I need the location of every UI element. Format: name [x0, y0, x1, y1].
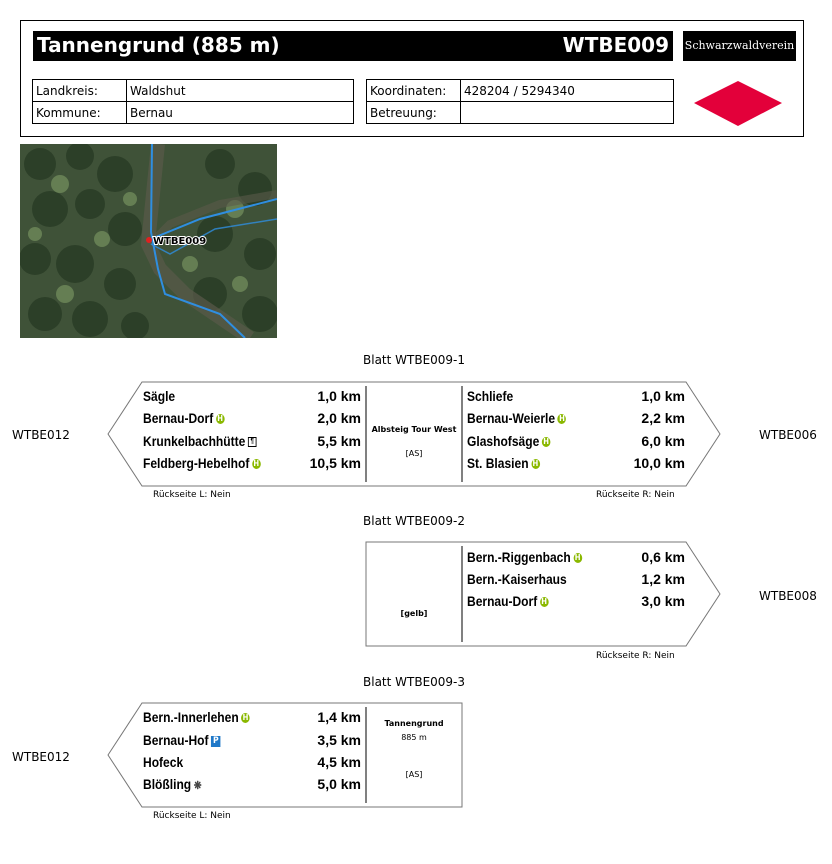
sheet-2-right-dest: Bern.-Kaiserhaus — [467, 571, 567, 587]
sheet-3-left-dest: Bern.-Innerlehen H — [143, 709, 249, 725]
sheet-1-left-dest: Feldberg-Hebelhof H — [143, 455, 260, 471]
kommune-value: Bernau — [127, 102, 354, 124]
bus-stop-icon: H — [242, 713, 249, 723]
sheet-3-left-dest: Hofeck — [143, 754, 184, 770]
sheet-3-left-dest: Blößling ❋ — [143, 776, 202, 792]
sheet-1-right-dest: Bernau-Weierle H — [467, 410, 565, 426]
sheet-1-back-right: Rückseite R: Nein — [596, 490, 675, 500]
sheet-2-right-dest: Bern.-Riggenbach H — [467, 549, 581, 565]
sheet-1-left-neighbor: WTBE012 — [12, 428, 70, 442]
sheet-2-title: Blatt WTBE009-2 — [363, 514, 466, 528]
sheet-1-left-dist: 1,0 km — [317, 388, 361, 404]
sheet-1-right-neighbor: WTBE006 — [759, 428, 817, 442]
sheet-3-left-dist: 1,4 km — [317, 709, 361, 725]
sheet-3-left-dist: 4,5 km — [317, 754, 361, 770]
brand-logo: Schwarzwaldverein — [683, 31, 796, 61]
parking-icon: P — [213, 735, 219, 746]
sheet-2-right-neighbor: WTBE008 — [759, 589, 817, 603]
sheet-2-route-code: [gelb] — [400, 609, 428, 618]
koordinaten-value: 428204 / 5294340 — [461, 80, 674, 102]
sheet-3-route-code: [AS] — [405, 770, 423, 779]
map-marker-label: WTBE009 — [153, 236, 207, 247]
sheet-1-left-dest: Bernau-Dorf H — [143, 410, 223, 426]
sheet-1-route-code: [AS] — [405, 449, 423, 458]
sheet-1-left-dist: 5,5 km — [317, 433, 361, 449]
sheet-1-right-dest: Glashofsäge H — [467, 433, 550, 449]
sheet-1-left-dist: 2,0 km — [317, 410, 361, 426]
restaurant-icon: ¶ — [248, 437, 257, 447]
bus-stop-icon: H — [532, 459, 539, 469]
sheet-3-left-neighbor: WTBE012 — [12, 750, 70, 764]
sheet-3-location-elevation: 885 m — [401, 733, 427, 742]
sheet-1-back-left: Rückseite L: Nein — [153, 490, 231, 500]
signpost-code: WTBE009 — [562, 33, 669, 57]
sheet-1-right-dist: 10,0 km — [633, 455, 685, 471]
sheet-2-right-dist: 0,6 km — [641, 549, 685, 565]
landkreis-value: Waldshut — [127, 80, 354, 102]
sheet-1-right-dist: 6,0 km — [641, 433, 685, 449]
sheet-1-right-dest: Schliefe — [467, 388, 514, 404]
sheet-3-title: Blatt WTBE009-3 — [363, 675, 466, 689]
bus-stop-icon: H — [574, 553, 581, 563]
sheet-2-right-dist: 1,2 km — [641, 571, 685, 587]
sheet-1-left-dest: Sägle — [143, 388, 176, 404]
sheet-1-title: Blatt WTBE009-1 — [363, 353, 466, 367]
betreuung-label: Betreuung: — [367, 102, 461, 124]
koordinaten-label: Koordinaten: — [367, 80, 461, 102]
viewpoint-icon: ❋ — [193, 779, 202, 792]
sheet-3-left-dist: 3,5 km — [317, 732, 361, 748]
sheet-1-route-name: Albsteig Tour West — [371, 425, 457, 434]
sheet-2-right-dist: 3,0 km — [641, 593, 685, 609]
sheet-3-left-dist: 5,0 km — [317, 776, 361, 792]
bus-stop-icon: H — [559, 414, 565, 424]
sheet-1-right-dist: 1,0 km — [641, 388, 685, 404]
page-title: Tannengrund (885 m) — [37, 33, 280, 57]
bus-stop-icon: H — [217, 414, 223, 424]
sheet-1-left-dest: Krunkelbachhütte ¶ — [143, 433, 257, 449]
sheet-1-right-dest: St. Blasien H — [467, 455, 539, 471]
bus-stop-icon: H — [543, 437, 550, 447]
sheet-3-left-dest: Bernau-Hof P — [143, 732, 219, 748]
sheet-3-back-left: Rückseite L: Nein — [153, 811, 231, 821]
kommune-label: Kommune: — [33, 102, 127, 124]
sheet-3-location-name: Tannengrund — [384, 719, 444, 728]
bus-stop-icon: H — [541, 597, 547, 607]
sheet-1-left-dist: 10,5 km — [309, 455, 361, 471]
sheet-2-right-dest: Bernau-Dorf H — [467, 593, 547, 609]
sheet-2-back-right: Rückseite R: Nein — [596, 651, 675, 661]
landkreis-label: Landkreis: — [33, 80, 127, 102]
bus-stop-icon: H — [253, 459, 260, 469]
sheet-1-right-dist: 2,2 km — [641, 410, 685, 426]
